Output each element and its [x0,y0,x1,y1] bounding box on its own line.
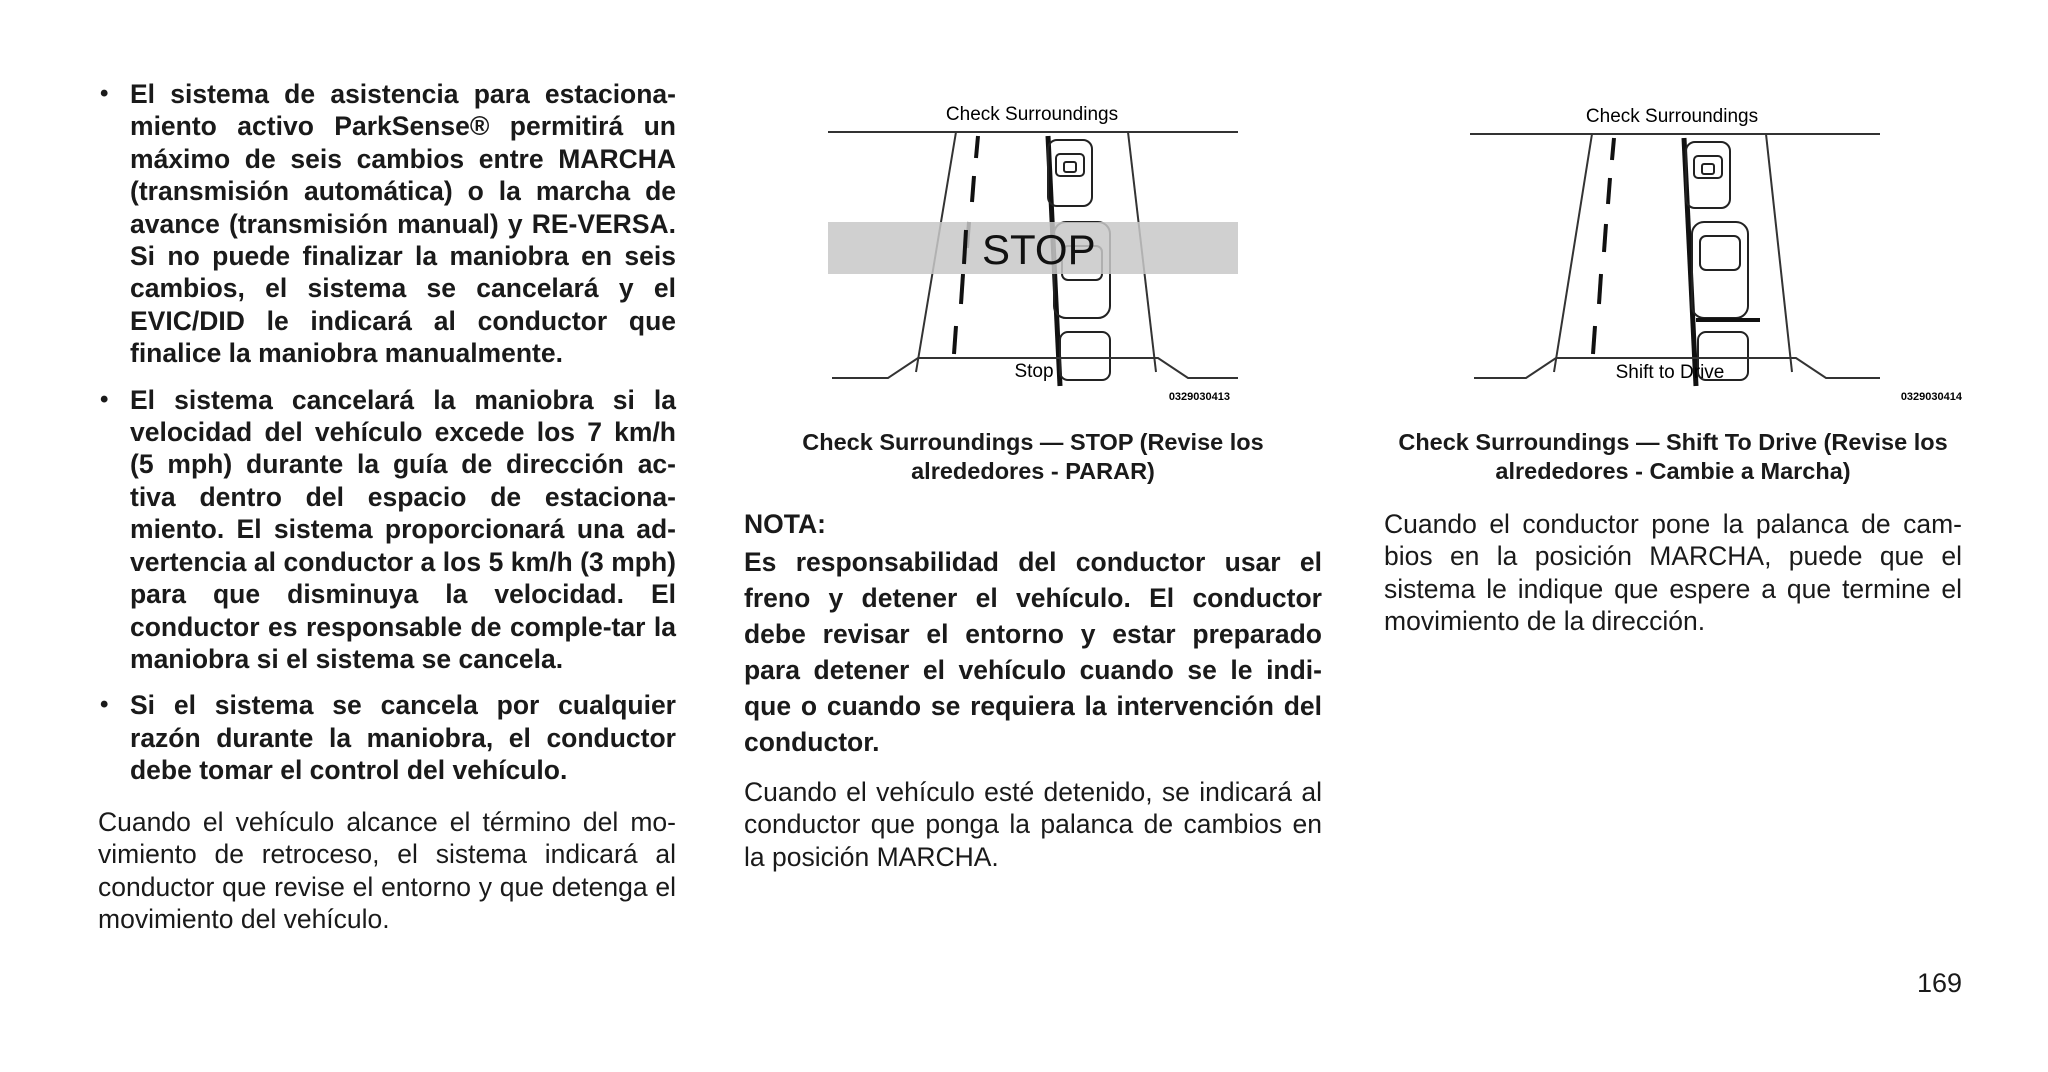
road-edge-right [1766,134,1792,372]
figure-caption: Check Surroundings — Shift To Drive (Revise los alrededores - Cambie a Marcha) [1398,429,1948,484]
check-surroundings-stop-illustration [828,96,1328,416]
figure-code: 0329030413 [1168,391,1230,403]
body-paragraph: Cuando el vehículo esté detenido, se indicará al conductor que ponga la palanca de cambios en la posición MARCHA. [744,777,1322,872]
page-number: 169 [1916,968,1962,998]
car-icon [1048,140,1092,206]
car-icon [1692,222,1748,318]
note-text: Es responsabilidad del conductor usar el freno y detener el vehículo. El conductor debe revisar el entorno y estar preparado para detener el vehículo cuando se le indi-que o cuando se requiera la intervención del conductor. [744,547,1322,757]
figure-bottom-label: Shift to Drive [1615,362,1725,383]
note-title: NOTA: [744,509,826,539]
body-paragraph: Cuando el vehículo alcance el término del mo-vimiento de retroceso, el sistema indicará al conductor que revise el entorno y que detenga el movimiento del vehículo. [98,807,676,935]
figure-top-label: Check Surroundings [945,104,1119,125]
body-paragraph: Cuando el conductor pone la palanca de cam-bios en la posición MARCHA, puede que el sistema le indique que espere a que termine el movimiento de la dirección. [1384,509,1962,637]
lane-dashes [1593,138,1614,354]
figure-bottom-label: Stop [1014,361,1054,382]
bullet-item: • El sistema de asistencia para estaciona-miento activo ParkSense® permitirá un máximo de seis cambios entre MARCHA (transmisión automática) o la marcha de avance (transmisión manual) y RE-VERSA. Si no puede finalizar la maniobra en seis cambios, el sistema se cancelará y el EVIC/DID le indicará al conductor que finalice la maniobra manualmente. [98,78,676,370]
check-surroundings-shift-to-drive-illustration [1470,96,1970,416]
car-icon [1060,332,1110,380]
car-icon [1686,142,1730,208]
bullet-item: • El sistema cancelará la maniobra si la velocidad del vehículo excede los 7 km/h (5 mph) durante la guía de dirección ac-tiva dentro del espacio de estaciona-miento. El sistema proporcionará una ad-vertencia al conductor a los 5 km/h (3 mph) para que disminuya la velocidad. El conductor es responsable de comple-tar la maniobra si el sistema se cancela. [98,384,676,676]
stop-banner-text: STOP [982,226,1096,273]
figure-code: 0329030414 [1900,391,1962,403]
figure-top-label: Check Surroundings [1585,106,1759,127]
road-edge-left [1554,134,1592,372]
bullet-list [98,78,676,801]
bullet-item: • Si el sistema se cancela por cualquier razón durante la maniobra, el conductor debe tomar el control del vehículo. [98,689,676,786]
figure-caption: Check Surroundings — STOP (Revise los alrededores - PARAR) [802,429,1264,484]
